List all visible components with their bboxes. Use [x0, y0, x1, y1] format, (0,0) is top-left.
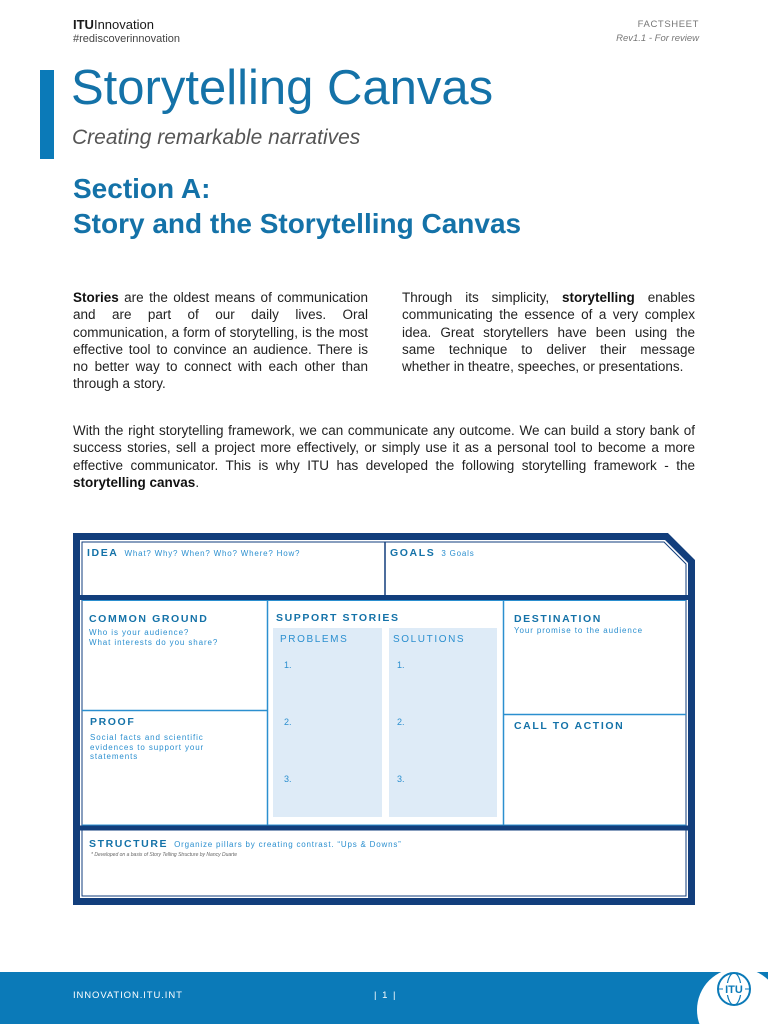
- section-heading: [73, 171, 521, 241]
- solution-3-number: 3.: [397, 774, 405, 784]
- solution-2-number: 2.: [397, 717, 405, 727]
- intro-column-2: Through its simplicity, storytelling enables communicating the essence of a very complex idea. Great storytellers have been using the same technique to deliver their message whether in theatre, speeches, or presentations.: [402, 290, 695, 375]
- canvas-footnote: * Developed on a basis of Story Telling Structure by Nancy Duarte: [91, 852, 238, 858]
- common-ground-hint: Who is your audience? What interests do you share?: [89, 628, 219, 647]
- problem-1-number: 1.: [284, 660, 292, 670]
- common-ground-label: COMMON GROUND: [89, 613, 209, 625]
- section-heading-line-1: Section A:: [73, 173, 211, 204]
- page-number: | 1 |: [374, 990, 397, 1001]
- idea-label: IDEA What? Why? When? Who? Where? How?: [87, 547, 301, 559]
- problems-header: PROBLEMS: [280, 634, 349, 645]
- intro-column-1: Stories are the oldest means of communication and are part of our daily lives. Oral communication, a form of storytelling, is the most effective tool to convince an audience. There is no better way to connect with each other than through a story.: [73, 290, 368, 392]
- itu-logo-icon: [713, 968, 755, 1010]
- hashtag: #rediscoverinnovation: [73, 33, 181, 45]
- title-accent-bar: [40, 70, 54, 159]
- support-stories-label: SUPPORT STORIES: [276, 612, 400, 624]
- idea-hint: What? Why? When? Who? Where? How?: [124, 549, 301, 558]
- destination-hint: Your promise to the audience: [514, 626, 643, 635]
- doc-type: FACTSHEET: [637, 19, 699, 30]
- logo-text: ITU: [725, 984, 743, 996]
- proof-label: PROOF: [90, 716, 136, 728]
- solution-1-number: 1.: [397, 660, 405, 670]
- brand-name: ITUInnovation: [73, 17, 154, 32]
- destination-label: DESTINATION: [514, 613, 602, 625]
- revision-label: Rev1.1 - For review: [616, 33, 699, 44]
- goals-hint: 3 Goals: [441, 549, 475, 558]
- page-title: Storytelling Canvas: [71, 61, 494, 115]
- page-subtitle: Creating remarkable narratives: [72, 126, 361, 149]
- section-heading-line-2: Story and the Storytelling Canvas: [73, 208, 522, 239]
- header-meta-block: [616, 19, 699, 44]
- call-to-action-label: CALL TO ACTION: [514, 720, 625, 732]
- problem-2-number: 2.: [284, 717, 292, 727]
- intro-paragraph: With the right storytelling framework, we can communicate any outcome. We can build a story bank of success stories, sell a project more effectively, or simply use it as a personal tool to become a more effective communicator. This is why ITU has developed the following storytelling framework - the storytelling canvas.: [73, 423, 695, 490]
- storytelling-canvas: [73, 533, 695, 905]
- proof-hint: Social facts and scientific evidences to support your statements: [90, 733, 205, 762]
- structure-label: STRUCTURE Organize pillars by creating contrast. “Ups & Downs”: [89, 838, 402, 850]
- page-footer: [0, 972, 768, 1024]
- problem-3-number: 3.: [284, 774, 292, 784]
- solutions-column-fill: [389, 628, 497, 817]
- structure-hint: Organize pillars by creating contrast. “Ups & Downs”: [174, 840, 402, 849]
- footer-url-link[interactable]: INNOVATION.ITU.INT: [73, 990, 183, 1001]
- solutions-header: SOLUTIONS: [393, 634, 466, 645]
- goals-label: GOALS 3 Goals: [390, 547, 475, 559]
- header-brand-block: [73, 17, 180, 45]
